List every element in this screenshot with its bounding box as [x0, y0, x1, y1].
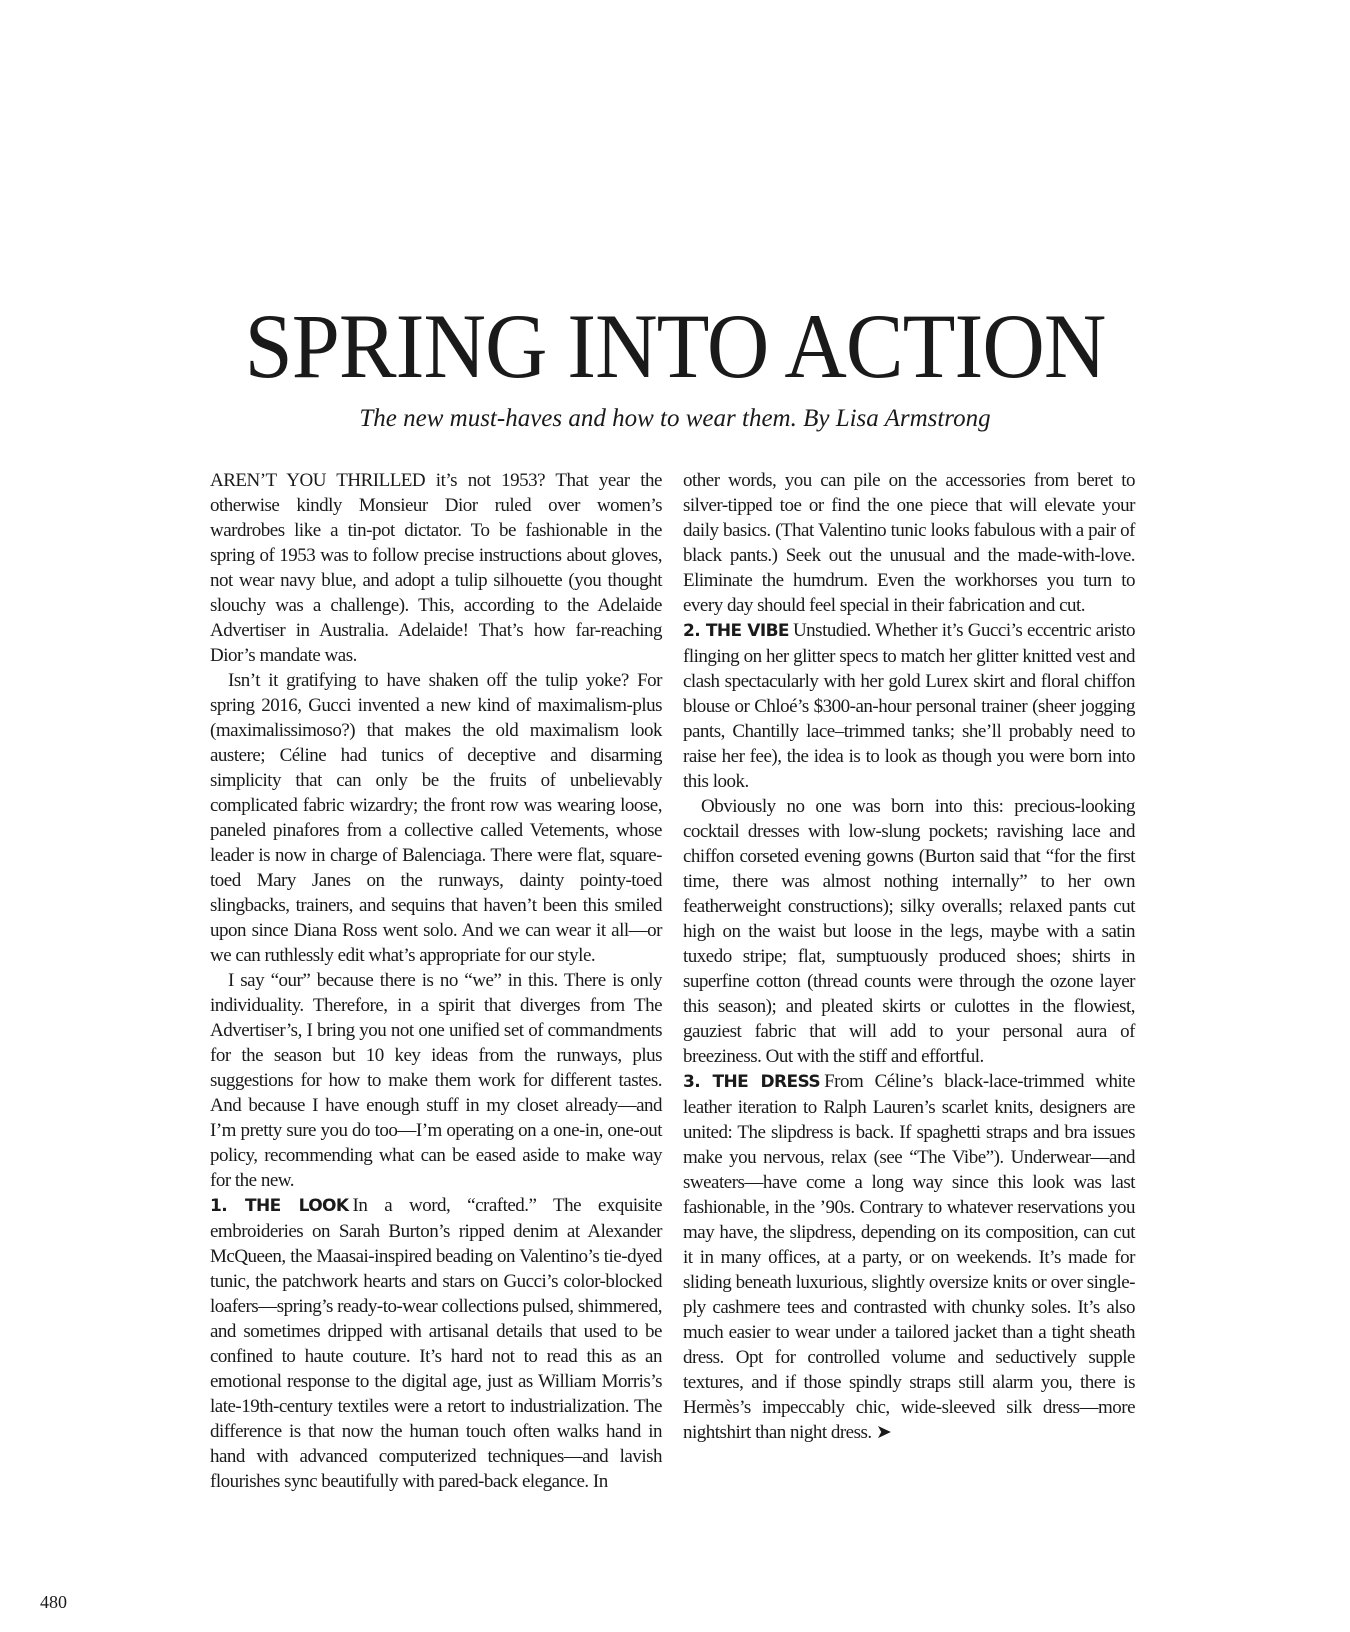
body-paragraph: I say “our” because there is no “we” in this. There is only individuality. Therefore, in a spirit that diverges from The Advertiser’s, I bring you not one unified set of commandments for the season but 10 key ideas from the runways, plus suggestions for how to make them work for different tastes. And because I have enough stuff in my closet already—and I’m pretty sure you do too—I’m operating on a one-in, one-out policy, recommending what can be eased aside to make way for the new.	[210, 970, 662, 1191]
section-head-the-dress: 3. THE DRESS	[683, 1072, 821, 1092]
page-number: 480	[40, 1592, 67, 1612]
section-text-the-dress: From Céline’s black-lace-trimmed white leather iteration to Ralph Lauren’s scarlet knits, designers are united: The slipdress is back. If spaghetti straps and bra issues make you nervous, relax (see “The Vibe”). Underwear—and sweaters—have come a long way since this look was last fashionable, in the ’90s. Contrary to whatever reservations you may have, the slipdress, depending on its composition, can cut it in many offices, at a party, or on weekends. It’s made for sliding beneath luxurious, slightly oversize knits or over single-ply cashmere tees and contrasted with chunky soles. It’s also much easier to wear under a tailored jacket than a tight sheath dress. Opt for controlled volume and seductively supple textures, and if those spindly straps still alarm you, there is Hermès’s impeccably chic, wide-sleeved silk dress—more nightshirt than night dress. ➤	[683, 1071, 1135, 1443]
section-text-the-look: In a word, “crafted.” The exquisite embroideries on Sarah Burton’s ripped denim at Alexander McQueen, the Maasai-inspired beading on Valentino’s tie-dyed tunic, the patchwork hearts and stars on Gucci’s color-blocked loafers—spring’s ready-to-wear collections pulsed, shimmered, and sometimes dripped with artisanal details that used to be confined to haute couture. It’s hard not to read this as an emotional response to the digital age, just as William Morris’s late-19th-century textiles were a retort to industrialization. The difference is that now the human touch often walks hand in hand with advanced computerized techniques—and lavish flourishes sync beautifully with pared-back elegance. In	[210, 1195, 663, 1492]
section-head-the-vibe: 2. THE VIBE	[683, 621, 789, 641]
body-paragraph: other words, you can pile on the accessories from beret to silver-tipped toe or find the one piece that will elevate your daily basics. (That Valentino tunic looks fabulous with a pair of black pants.) Seek out the unusual and the made-with-love. Eliminate the humdrum. Even the workhorses you turn to every day should feel special in their fabrication and cut.	[683, 470, 1135, 616]
section-the-dress	[683, 1069, 1135, 1445]
article-column-left	[210, 468, 662, 1494]
dek-byline: The new must-haves and how to wear them. By Lisa Armstrong	[359, 405, 991, 432]
section-text-the-vibe: Unstudied. Whether it’s Gucci’s eccentric aristo flinging on her glitter specs to match her glitter knitted vest and clash spectacularly with her gold Lurex skirt and floral chiffon blouse or Chloé’s $300-an-hour personal trainer (sheer jogging pants, Chantilly lace–trimmed tanks; she’ll probably need to raise her fee), the idea is to look as though you were born into this look.	[683, 620, 1135, 792]
body-paragraph: AREN’T YOU THRILLED it’s not 1953? That year the otherwise kindly Monsieur Dior ruled over women’s wardrobes like a tin-pot dictator. To be fashionable in the spring of 1953 was to follow precise instructions about gloves, not wear navy blue, and adopt a tulip silhouette (you thought slouchy was a challenge). This, according to the Adelaide Advertiser in Australia. Adelaide! That’s how far-reaching Dior’s mandate was.	[210, 470, 662, 666]
section-head-the-look: 1. THE LOOK	[210, 1196, 349, 1216]
section-the-vibe	[683, 618, 1135, 794]
body-paragraph: Isn’t it gratifying to have shaken off the tulip yoke? For spring 2016, Gucci invented a new kind of maximalism-plus (maximalissimoso?) that makes the old maximalism look austere; Céline had tunics of deceptive and disarming simplicity that can only be the fruits of unbelievably complicated fabric wizardry; the front row was wearing loose, paneled pinafores from a collective called Vetements, whose leader is now in charge of Balenciaga. There were flat, square-toed Mary Janes on the runways, dainty pointy-toed slingbacks, trainers, and sequins that haven’t been this smiled upon since Diana Ross went solo. And we can wear it all—or we can ruthlessly edit what’s appropriate for our style.	[210, 670, 662, 966]
headline: SPRING INTO ACTION	[244, 295, 1106, 397]
section-the-look	[210, 1193, 662, 1494]
body-paragraph: Obviously no one was born into this: precious-looking cocktail dresses with low-slung pockets; ravishing lace and chiffon corseted evening gowns (Burton said that “for the first time, there was almost nothing internally” to her own featherweight constructions); silky overalls; relaxed pants cut high on the waist but loose in the legs, maybe with a satin tuxedo stripe; flat, sumptuously produced shoes; shirts in superfine cotton (thread counts were through the ozone layer this season); and pleated skirts or culottes in the flowiest, gauziest fabric that will add to your personal aura of breeziness. Out with the stiff and effortful.	[683, 796, 1135, 1067]
article-column-right	[683, 468, 1135, 1445]
